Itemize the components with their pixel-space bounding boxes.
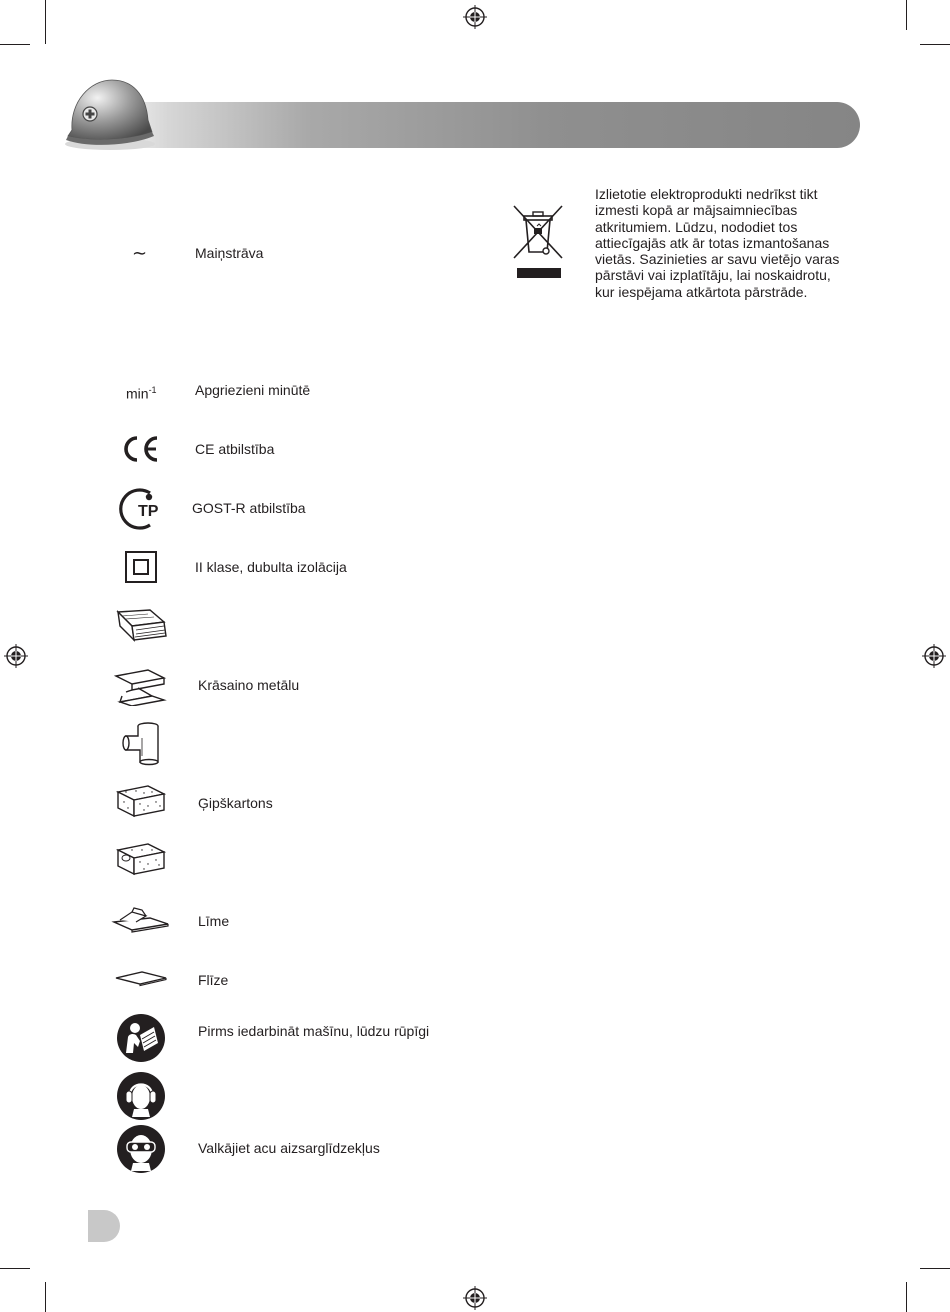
ac-current-icon: ∼ [132,243,148,263]
helmet-icon [60,72,160,152]
symbol-label: Ģipškartons [198,795,273,811]
gost-mark-icon [116,486,168,532]
registration-mark-icon [463,5,487,29]
symbol-label: Pirms iedarbināt mašīnu, lūdzu rūpīgi [198,1023,430,1039]
pipe-icon [118,720,164,766]
symbol-label: Krāsaino metālu [198,677,300,693]
weee-notice [595,186,865,300]
plasterboard-icon [112,784,168,820]
page-number-tab [88,1210,120,1242]
rpm-icon [126,382,157,403]
crop-mark [906,0,907,30]
weee-notice-line: vietās. Sazinieties ar savu vietējo varas [595,251,840,268]
weee-notice-line: kur iespējama atkārtota pārstrāde. [595,283,808,300]
registration-mark-icon [4,644,28,668]
rpm-icon-sup: -1 [148,385,157,395]
weee-notice-line: atkritumiem. Lūdzu, nododiet tos [595,218,798,235]
symbol-label: Apgriezieni minūtē [195,382,311,398]
class-ii-icon [124,550,158,584]
symbol-label: Valkājiet acu aizsarglīdzekļus [198,1140,380,1156]
ce-mark-icon [120,434,162,464]
weee-notice-line: attiecīgajās atk ār totas izmantošanas [595,234,830,251]
symbol-label: CE atbilstība [195,441,275,457]
crop-mark [45,0,46,44]
crop-mark [45,1282,46,1312]
symbol-label: Maiņstrāva [195,245,264,261]
glue-icon [110,904,172,934]
symbol-label: II klase, dubulta izolācija [195,559,347,575]
wood-icon [112,608,168,644]
tile-icon [112,966,170,988]
header-banner [92,102,860,148]
metal-icon [112,666,168,706]
eye-protection-icon [116,1124,166,1174]
symbol-label: GOST-R atbilstība [192,500,306,516]
registration-mark-icon [463,1286,487,1310]
symbol-label: Līme [198,913,230,929]
rpm-icon-text: min [126,385,149,402]
symbol-label: Flīze [198,972,229,988]
crop-mark [920,1268,950,1269]
weee-notice-line: izmesti kopā ar mājsaimniecības [595,202,798,219]
weee-notice-line: pārstāvi vai izplatītāju, lai noskaidrotu, [595,267,831,284]
brick-icon [112,842,168,878]
ear-protection-icon [116,1071,166,1121]
crop-mark [0,1268,30,1269]
crop-mark [920,44,950,45]
gost-mark-text: TP [138,503,159,520]
crop-mark [0,44,30,45]
crop-mark [906,1282,907,1312]
weee-notice-line: Izlietotie elektroprodukti nedrīkst tikt [595,186,818,202]
registration-mark-icon [922,644,946,668]
read-manual-icon [116,1013,166,1063]
weee-bin-icon [510,204,566,282]
